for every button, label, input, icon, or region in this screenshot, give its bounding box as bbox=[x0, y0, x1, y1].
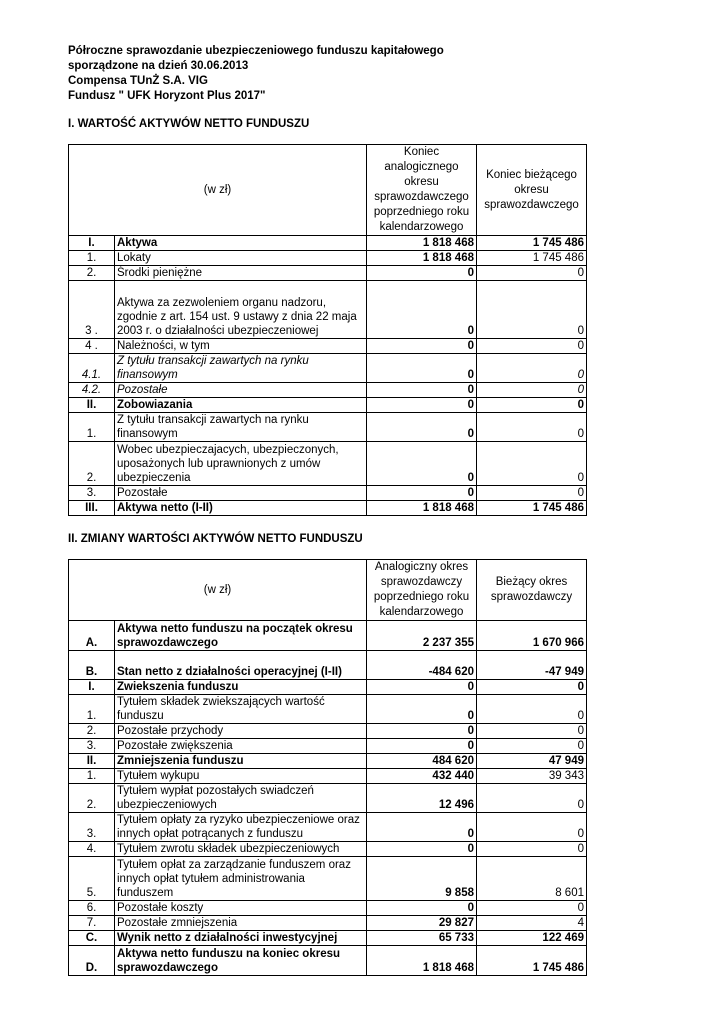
row-number: 3 . bbox=[69, 281, 115, 339]
value-current: 0 bbox=[477, 813, 587, 842]
row-label: Zmniejszenia funduszu bbox=[115, 754, 367, 769]
row-label: Wynik netto z działalności inwestycyjnej bbox=[115, 931, 367, 946]
row-number: III. bbox=[69, 501, 115, 516]
value-previous: 65 733 bbox=[367, 931, 477, 946]
table-row bbox=[69, 251, 587, 266]
value-previous: 0 bbox=[367, 813, 477, 842]
value-current: 122 469 bbox=[477, 931, 587, 946]
table-row bbox=[69, 695, 587, 724]
table-row bbox=[69, 621, 587, 651]
row-number: 1. bbox=[69, 251, 115, 266]
row-label: Środki pieniężne bbox=[115, 266, 367, 281]
value-previous: 432 440 bbox=[367, 769, 477, 784]
row-label: Zobowiazania bbox=[115, 398, 367, 413]
table-row bbox=[69, 486, 587, 501]
value-previous: 1 818 468 bbox=[367, 946, 477, 976]
row-number: 4. bbox=[69, 842, 115, 857]
value-previous: 0 bbox=[367, 486, 477, 501]
value-current: 0 bbox=[477, 383, 587, 398]
row-label: Należności, w tym bbox=[115, 339, 367, 354]
value-current: 39 343 bbox=[477, 769, 587, 784]
value-current: 0 bbox=[477, 354, 587, 383]
value-previous: 0 bbox=[367, 739, 477, 754]
row-number: D. bbox=[69, 946, 115, 976]
value-previous: 0 bbox=[367, 724, 477, 739]
row-number: 6. bbox=[69, 901, 115, 916]
row-label: Aktywa netto funduszu na początek okresu sprawozdawczego bbox=[115, 621, 367, 651]
value-current: 1 745 486 bbox=[477, 946, 587, 976]
row-number: 3. bbox=[69, 813, 115, 842]
table-row bbox=[69, 501, 587, 516]
row-label: Aktywa netto (I-II) bbox=[115, 501, 367, 516]
row-number: 3. bbox=[69, 486, 115, 501]
column-header-current: Bieżący okres sprawozdawczy bbox=[477, 560, 587, 621]
report-date: sporządzone na dzień 30.06.2013 bbox=[68, 60, 249, 72]
table-row bbox=[69, 901, 587, 916]
section1-title: I. WARTOŚĆ AKTYWÓW NETTO FUNDUSZU bbox=[68, 118, 310, 130]
table-row bbox=[69, 354, 587, 383]
value-previous: 2 237 355 bbox=[367, 621, 477, 651]
row-label: Aktywa netto funduszu na koniec okresu sprawozdawczego bbox=[115, 946, 367, 976]
value-previous: 1 818 468 bbox=[367, 501, 477, 516]
table-row bbox=[69, 813, 587, 842]
table-row bbox=[69, 784, 587, 813]
row-number: C. bbox=[69, 931, 115, 946]
row-label: Pozostałe zmniejszenia bbox=[115, 916, 367, 931]
column-header-previous: Analogiczny okres sprawozdawczy poprzedniego roku kalendarzowego bbox=[367, 560, 477, 621]
row-number: 4 . bbox=[69, 339, 115, 354]
column-header-current: Koniec bieżącego okresu sprawozdawczego bbox=[477, 145, 587, 236]
table-row bbox=[69, 857, 587, 901]
value-current: 4 bbox=[477, 916, 587, 931]
row-number: B. bbox=[69, 651, 115, 680]
value-current: 0 bbox=[477, 413, 587, 442]
table-row bbox=[69, 680, 587, 695]
table-row bbox=[69, 739, 587, 754]
value-previous: 0 bbox=[367, 442, 477, 486]
row-label: Stan netto z działalności operacyjnej (I-II) bbox=[115, 651, 367, 680]
value-previous: 0 bbox=[367, 281, 477, 339]
value-current: 0 bbox=[477, 842, 587, 857]
value-current: 0 bbox=[477, 784, 587, 813]
table-row bbox=[69, 383, 587, 398]
row-label: Zwiekszenia funduszu bbox=[115, 680, 367, 695]
value-previous: 0 bbox=[367, 842, 477, 857]
value-previous: 1 818 468 bbox=[367, 251, 477, 266]
table-row bbox=[69, 842, 587, 857]
table-row bbox=[69, 754, 587, 769]
row-number: 4.2. bbox=[69, 383, 115, 398]
table-row bbox=[69, 266, 587, 281]
value-current: 47 949 bbox=[477, 754, 587, 769]
value-current: 0 bbox=[477, 680, 587, 695]
value-current: 0 bbox=[477, 339, 587, 354]
row-number: II. bbox=[69, 398, 115, 413]
value-previous: 1 818 468 bbox=[367, 236, 477, 251]
row-label: Tytułem zwrotu składek ubezpieczeniowych bbox=[115, 842, 367, 857]
value-current: 1 745 486 bbox=[477, 236, 587, 251]
table-row bbox=[69, 724, 587, 739]
value-previous: 0 bbox=[367, 266, 477, 281]
row-label: Tytułem opłaty za ryzyko ubezpieczeniowe oraz innych opłat potrącanych z funduszu bbox=[115, 813, 367, 842]
value-current: 0 bbox=[477, 724, 587, 739]
row-label: Z tytułu transakcji zawartych na rynku finansowym bbox=[115, 413, 367, 442]
value-previous: 0 bbox=[367, 413, 477, 442]
value-previous: 0 bbox=[367, 383, 477, 398]
column-header-previous: Koniec analogicznego okresu sprawozdawczego poprzedniego roku kalendarzowego bbox=[367, 145, 477, 236]
table-header-row bbox=[69, 560, 587, 621]
value-current: 0 bbox=[477, 486, 587, 501]
row-number: 2. bbox=[69, 266, 115, 281]
value-previous: 0 bbox=[367, 354, 477, 383]
row-label: Pozostałe koszty bbox=[115, 901, 367, 916]
value-current: 1 670 966 bbox=[477, 621, 587, 651]
value-previous: 29 827 bbox=[367, 916, 477, 931]
table-row bbox=[69, 236, 587, 251]
value-previous: 484 620 bbox=[367, 754, 477, 769]
row-number: A. bbox=[69, 621, 115, 651]
row-label: Tytułem składek zwiekszających wartość funduszu bbox=[115, 695, 367, 724]
value-previous: -484 620 bbox=[367, 651, 477, 680]
value-previous: 9 858 bbox=[367, 857, 477, 901]
row-label: Aktywa za zezwoleniem organu nadzoru, zgodnie z art. 154 ust. 9 ustawy z dnia 22 maja 2003 r. o działalności ubezpieczeniowej bbox=[115, 281, 367, 339]
company-name: Compensa TUnŻ S.A. VIG bbox=[68, 75, 208, 87]
row-number: 1. bbox=[69, 769, 115, 784]
value-current: 8 601 bbox=[477, 857, 587, 901]
row-label: Aktywa bbox=[115, 236, 367, 251]
value-previous: 12 496 bbox=[367, 784, 477, 813]
value-previous: 0 bbox=[367, 680, 477, 695]
net-assets-changes-table bbox=[68, 559, 587, 976]
row-number: I. bbox=[69, 680, 115, 695]
row-number: 4.1. bbox=[69, 354, 115, 383]
row-label: Lokaty bbox=[115, 251, 367, 266]
value-previous: 0 bbox=[367, 901, 477, 916]
row-label: Pozostałe przychody bbox=[115, 724, 367, 739]
value-current: 1 745 486 bbox=[477, 251, 587, 266]
value-previous: 0 bbox=[367, 398, 477, 413]
unit-label: (w zł) bbox=[69, 560, 367, 621]
table-row bbox=[69, 442, 587, 486]
row-number: 1. bbox=[69, 695, 115, 724]
table-row bbox=[69, 413, 587, 442]
value-current: 0 bbox=[477, 901, 587, 916]
row-label: Tytułem wypłat pozostałych swiadczeń ubezpieczeniowych bbox=[115, 784, 367, 813]
table-row bbox=[69, 931, 587, 946]
value-previous: 0 bbox=[367, 339, 477, 354]
value-current: -47 949 bbox=[477, 651, 587, 680]
row-number: 3. bbox=[69, 739, 115, 754]
table-row bbox=[69, 651, 587, 680]
table-row bbox=[69, 946, 587, 976]
row-label: Pozostałe zwiększenia bbox=[115, 739, 367, 754]
row-number: 1. bbox=[69, 413, 115, 442]
value-current: 0 bbox=[477, 398, 587, 413]
table-row bbox=[69, 281, 587, 339]
report-header bbox=[68, 44, 444, 104]
report-title: Półroczne sprawozdanie ubezpieczeniowego funduszu kapitałowego bbox=[68, 45, 444, 57]
value-current: 0 bbox=[477, 695, 587, 724]
row-number: II. bbox=[69, 754, 115, 769]
table-row bbox=[69, 769, 587, 784]
net-assets-table bbox=[68, 144, 587, 516]
section2-title: II. ZMIANY WARTOŚCI AKTYWÓW NETTO FUNDUSZU bbox=[68, 533, 363, 545]
row-label: Wobec ubezpieczajacych, ubezpieczonych, uposażonych lub uprawnionych z umów ubezpieczenia bbox=[115, 442, 367, 486]
row-label: Tytułem wykupu bbox=[115, 769, 367, 784]
row-number: I. bbox=[69, 236, 115, 251]
value-current: 0 bbox=[477, 739, 587, 754]
fund-name: Fundusz " UFK Horyzont Plus 2017" bbox=[68, 90, 266, 102]
value-current: 1 745 486 bbox=[477, 501, 587, 516]
row-number: 7. bbox=[69, 916, 115, 931]
table-header-row bbox=[69, 145, 587, 236]
value-previous: 0 bbox=[367, 695, 477, 724]
value-current: 0 bbox=[477, 266, 587, 281]
row-number: 5. bbox=[69, 857, 115, 901]
row-label: Pozostałe bbox=[115, 486, 367, 501]
table-row bbox=[69, 339, 587, 354]
row-number: 2. bbox=[69, 784, 115, 813]
row-label: Pozostałe bbox=[115, 383, 367, 398]
row-number: 2. bbox=[69, 442, 115, 486]
table-row bbox=[69, 916, 587, 931]
row-number: 2. bbox=[69, 724, 115, 739]
row-label: Tytułem opłat za zarządzanie funduszem oraz innych opłat tytułem administrowania funduszem bbox=[115, 857, 367, 901]
unit-label: (w zł) bbox=[69, 145, 367, 236]
value-current: 0 bbox=[477, 281, 587, 339]
row-label: Z tytułu transakcji zawartych na rynku finansowym bbox=[115, 354, 367, 383]
table-row bbox=[69, 398, 587, 413]
value-current: 0 bbox=[477, 442, 587, 486]
